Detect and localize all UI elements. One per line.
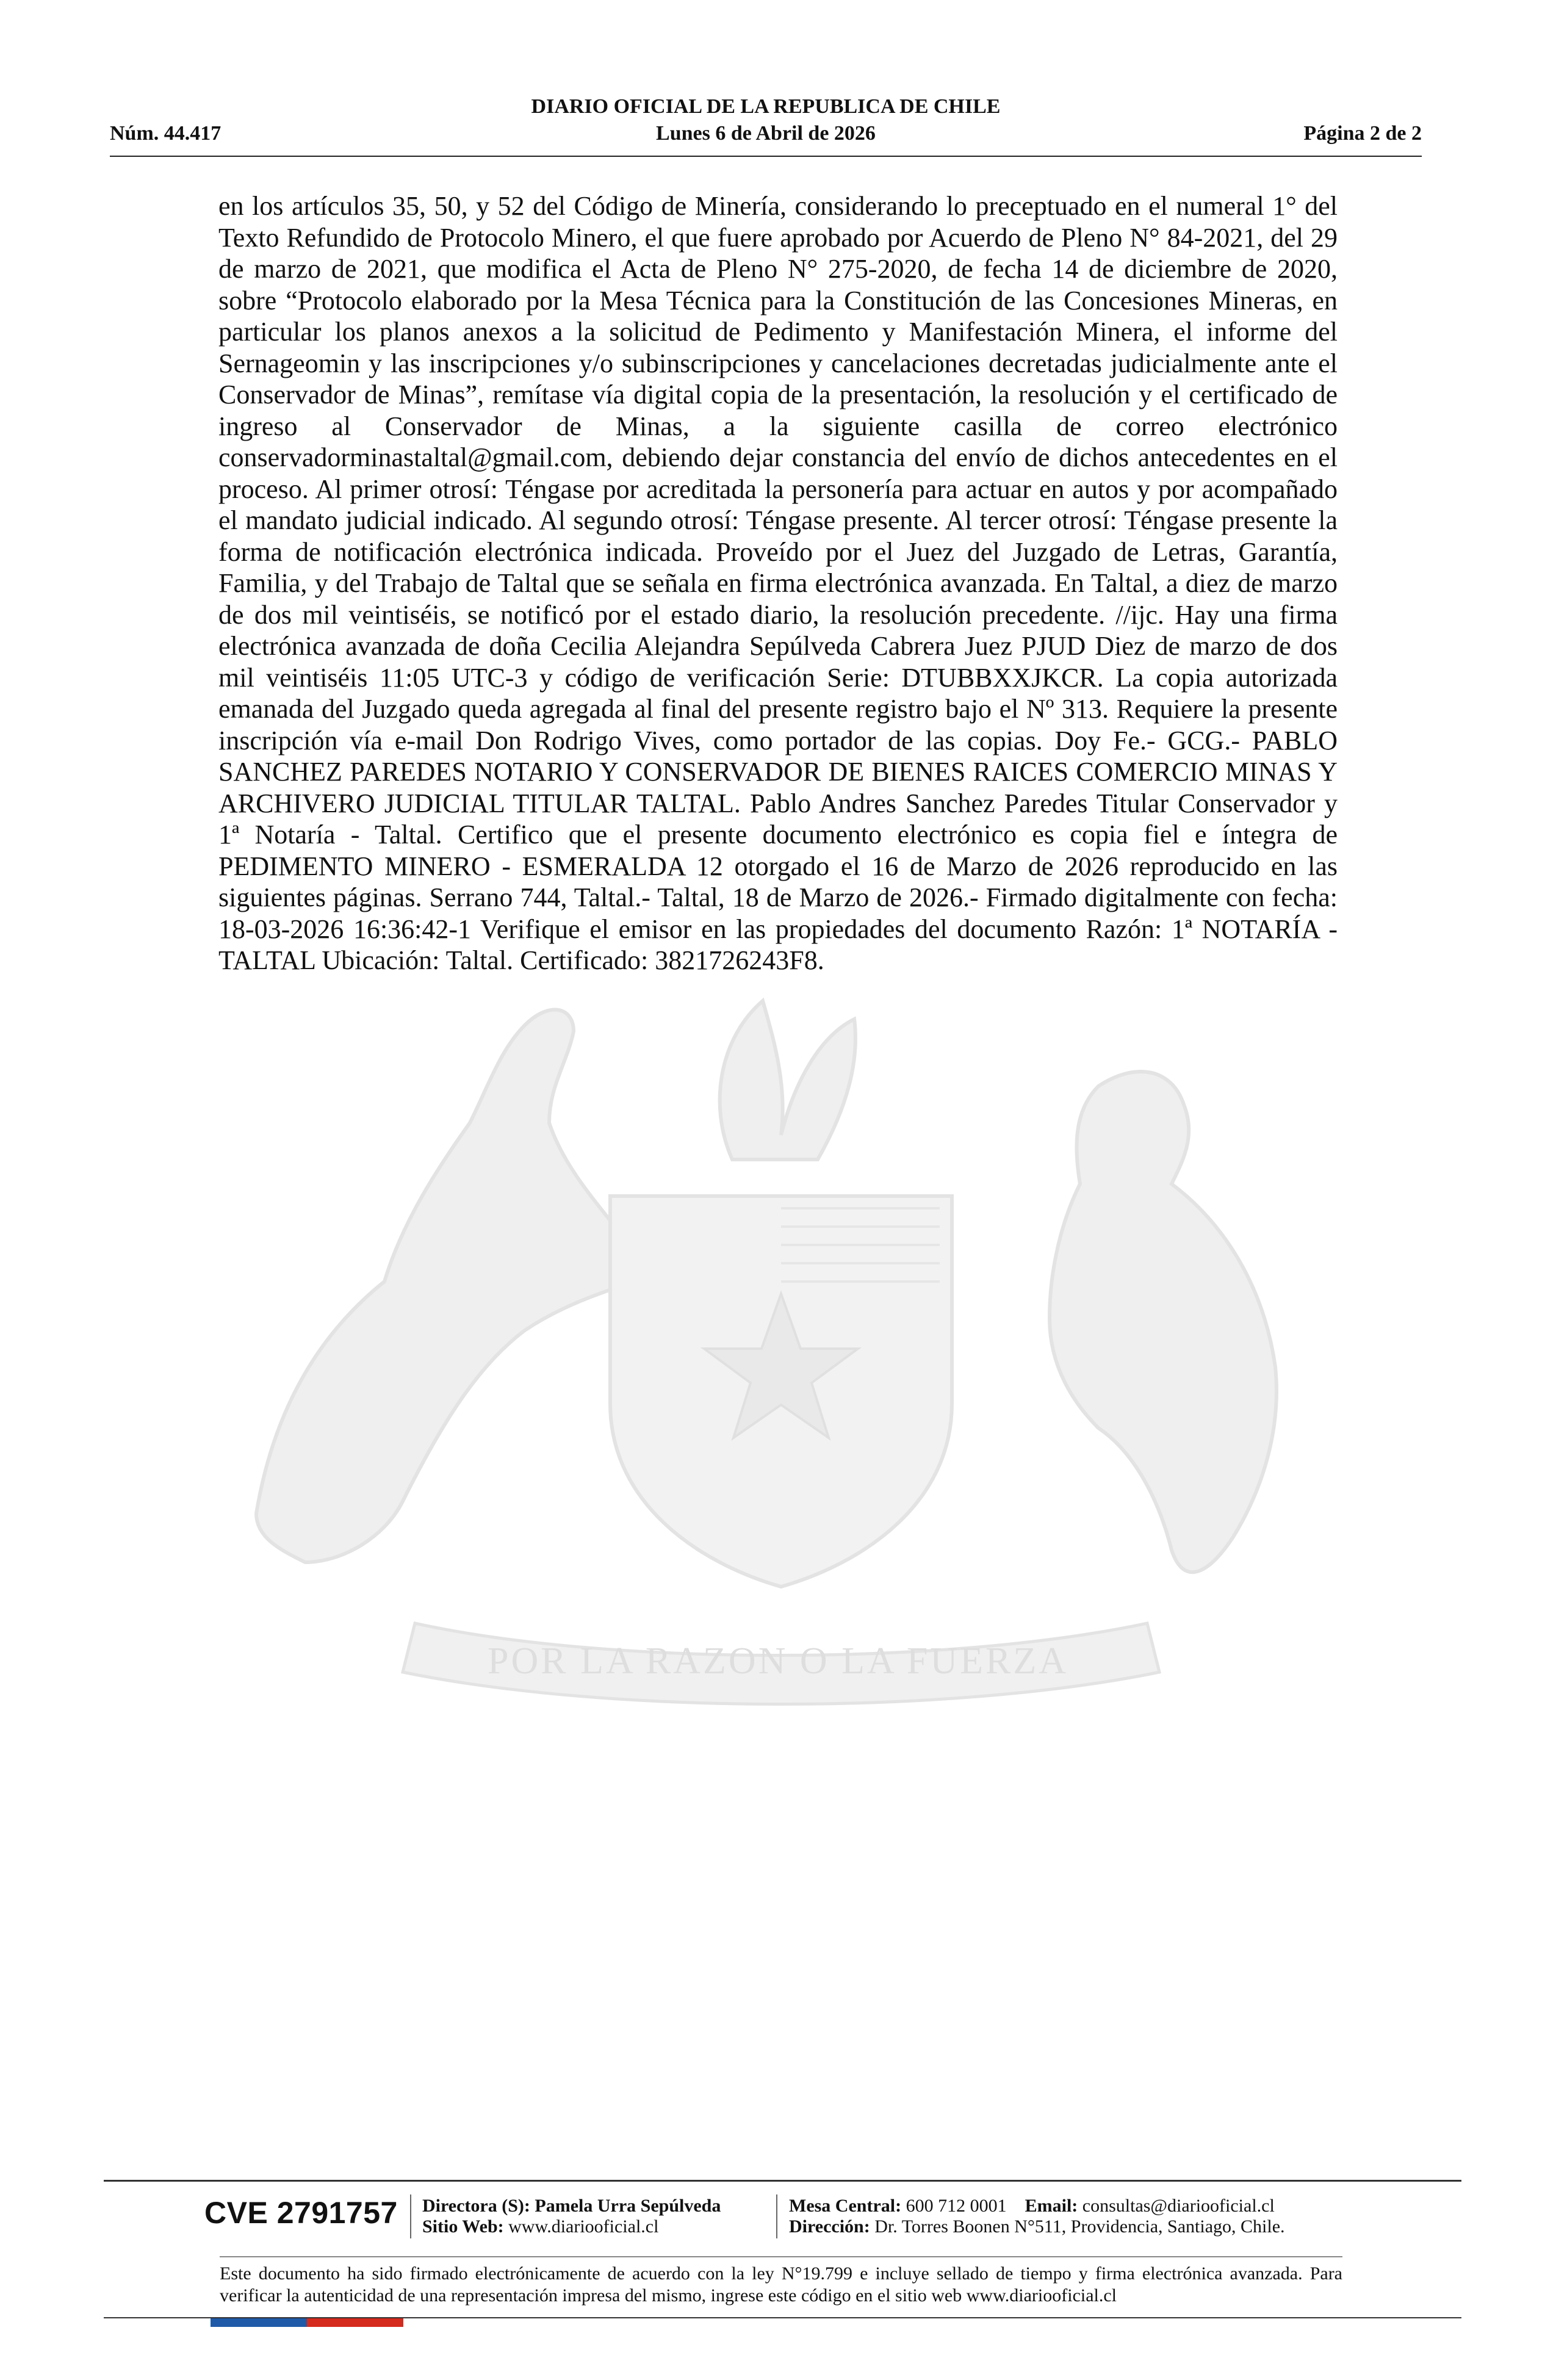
email-label: Email:	[1025, 2196, 1078, 2216]
issue-date: Lunes 6 de Abril de 2026	[656, 122, 876, 145]
footer-editorial	[422, 2196, 721, 2237]
email-link[interactable]: consultas@diariooficial.cl	[1082, 2196, 1275, 2216]
address-label: Dirección:	[789, 2216, 870, 2237]
footer-divider-mid	[220, 2256, 1342, 2257]
website-link[interactable]: www.diariooficial.cl	[508, 2216, 659, 2237]
footer-separator	[410, 2194, 411, 2238]
footer-contact	[789, 2196, 1285, 2237]
flag-stripe	[211, 2318, 403, 2327]
address: Dr. Torres Boonen N°511, Providencia, Santiago, Chile.	[874, 2216, 1285, 2237]
flag-blue-segment	[211, 2318, 307, 2327]
document-body: en los artículos 35, 50, y 52 del Código de Minería, considerando lo preceptuado en el numeral 1° del Texto Refundido de Protocolo Minero, el que fuere aprobado por Acuerdo de Pleno N° 84-2021, del 29 de marzo de 2021, que modifica el Acta de Pleno N° 275-2020, de fecha 14 de diciembre de 2020, sobre “Protocolo elaborado por la Mesa Técnica para la Constitución de las Concesiones Mineras, en particular los planos anexos a la solicitud de Pedimento y Manifestación Minera, el informe del Sernageomin y las inscripciones y/o subinscripciones y cancelaciones decretadas judicialmente ante el Conservador de Minas”, remítase vía digital copia de la presentación, la resolución y el certificado de ingreso al Conservador de Minas, a la siguiente casilla de correo electrónico conservadorminastaltal@gmail.com, debiendo dejar constancia del envío de dichos antecedentes en el proceso. Al primer otrosí: Téngase por acreditada la personería para actuar en autos y por acompañado el mandato judicial indicado. Al segundo otrosí: Téngase presente. Al tercer otrosí: Téngase presente la forma de notificación electrónica indicada. Proveído por el Juez del Juzgado de Letras, Garantía, Familia, y del Trabajo de Taltal que se señala en firma electrónica avanzada. En Taltal, a diez de marzo de dos mil veintiséis, se notificó por el estado diario, la resolución precedente. //ijc. Hay una firma electrónica avanzada de doña Cecilia Alejandra Sepúlveda Cabrera Juez PJUD Diez de marzo de dos mil veintiséis 11:05 UTC-3 y código de verificación Serie: DTUBBXXJKCR. La copia autorizada emanada del Juzgado queda agregada al final del presente registro bajo el Nº 313. Requiere la presente inscripción vía e-mail Don Rodrigo Vives, como portador de las copias. Doy Fe.- GCG.- PABLO SANCHEZ PAREDES NOTARIO Y CONSERVADOR DE BIENES RAICES COMERCIO MINAS Y ARCHIVERO JUDICIAL TITULAR TALTAL. Pablo Andres Sanchez Paredes Titular Conservador y 1ª Notaría - Taltal. Certifico que el presente documento electrónico es copia fiel e íntegra de PEDIMENTO MINERO - ESMERALDA 12 otorgado el 16 de Marzo de 2026 reproducido en las siguientes páginas. Serrano 744, Taltal.- Taltal, 18 de Marzo de 2026.- Firmado digitalmente con fecha: 18-03-2026 16:36:42-1 Verifique el emisor en las propiedades del documento Razón: 1ª NOTARÍA - TALTAL Ubicación: Taltal. Certificado: 3821726243F8.	[218, 191, 1338, 975]
page-number: Página 2 de 2	[1303, 122, 1422, 145]
condor-figure	[1050, 1072, 1277, 1572]
director-label: Directora (S):	[422, 2196, 530, 2216]
flag-red-segment	[307, 2318, 403, 2327]
issue-number: Núm. 44.417	[110, 122, 222, 145]
huemul-figure	[256, 1010, 647, 1562]
page-header	[110, 92, 1422, 153]
cve-code: CVE 2791757	[204, 2196, 398, 2230]
footer-separator	[776, 2194, 777, 2238]
signature-note: Este documento ha sido firmado electrónicamente de acuerdo con la ley N°19.799 e incluye sellado de tiempo y firma electrónica avanzada. Para verificar la autenticidad de una representación impresa del mismo, ingrese este código en el sitio web www.diariooficial.cl	[220, 2263, 1342, 2306]
plumes	[720, 1001, 855, 1159]
phone-number: 600 712 0001	[906, 2196, 1007, 2216]
motto-text: POR LA RAZON O LA FUERZA	[487, 1640, 1069, 1682]
header-divider	[110, 156, 1422, 157]
director-name: Pamela Urra Sepúlveda	[535, 2196, 721, 2216]
coat-of-arms-watermark	[183, 903, 1373, 1727]
footer-divider-top	[104, 2180, 1461, 2182]
newspaper-title: DIARIO OFICIAL DE LA REPUBLICA DE CHILE	[531, 95, 1001, 118]
website-label: Sitio Web:	[422, 2216, 504, 2237]
phone-label: Mesa Central:	[789, 2196, 902, 2216]
